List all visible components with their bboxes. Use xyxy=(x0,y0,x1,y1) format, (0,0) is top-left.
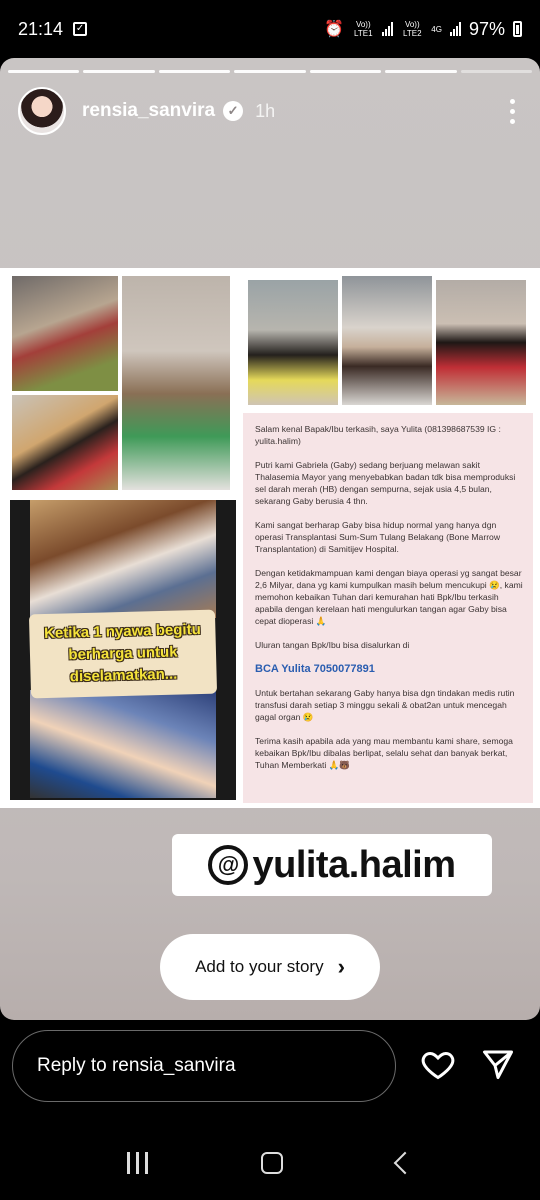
chevron-right-icon: › xyxy=(337,954,345,979)
status-icons xyxy=(324,19,522,40)
letter-paragraph: Dengan ketidakmampuan kami dengan biaya operasi yg sangat besar 2,6 Milyar, dana yg kami kumpulkan masih belum mencukupi 😢, kami memohon kebaikan Tuhan dari kemurahan hati Bpk/Ibu terkasih apabila dengan kerelaan hati mengulurkan tangan agar Gaby bisa cepat dioperasi 🙏 xyxy=(255,568,523,626)
photo-child-hospital-1 xyxy=(12,276,118,391)
progress-segment xyxy=(385,70,456,73)
network-type: 4G xyxy=(431,24,442,34)
photo-child-hospital-5 xyxy=(342,276,432,405)
progress-segment xyxy=(234,70,305,73)
progress-segment xyxy=(159,70,230,73)
back-icon[interactable] xyxy=(394,1152,417,1175)
bank-account: BCA Yulita 7050077891 xyxy=(255,663,375,675)
signal-bars-icon xyxy=(382,22,393,36)
story-post-image xyxy=(0,268,540,808)
verified-badge-icon: ✓ xyxy=(223,101,243,121)
battery-percent: 97% xyxy=(468,18,505,39)
heart-icon[interactable] xyxy=(420,1046,456,1082)
add-to-story-button[interactable] xyxy=(160,934,380,1000)
photo-child-hospital-2 xyxy=(12,395,118,490)
recent-apps-icon[interactable] xyxy=(127,1152,148,1174)
checkbox-notification-icon: ✓ xyxy=(73,22,87,36)
photo-child-hospital-3 xyxy=(122,276,230,490)
home-icon[interactable] xyxy=(261,1152,283,1174)
system-nav-bar xyxy=(0,1138,540,1188)
progress-segment xyxy=(310,70,381,73)
story-header xyxy=(18,86,522,136)
letter-paragraph: Terima kasih apabila ada yang mau membantu kami share, semoga kebaikan Bpk/Ibu dibalas berlipat, selalu sehat dan banyak berkat, Tuhan Memberkati 🙏🐻 xyxy=(255,736,513,770)
status-bar xyxy=(0,0,540,58)
story-card[interactable] xyxy=(0,58,540,1020)
video-thumbnail xyxy=(10,500,236,800)
alarm-icon: ⏰ xyxy=(324,21,345,38)
signal-bars-icon xyxy=(450,22,461,36)
video-caption-text: Ketika 1 nyawa begitu berharga untuk diselamatkan... xyxy=(43,620,201,686)
reply-input[interactable] xyxy=(12,1030,396,1102)
letter-paragraph: Untuk bertahan sekarang Gaby hanya bisa dgn tindakan medis rutin transfusi darah setiap 3 minggu sekali & obat2an untuk mencegah gagal organ 😢 xyxy=(255,688,515,722)
appeal-letter xyxy=(243,413,533,803)
letter-paragraph: Salam kenal Bapak/Ibu terkasih, saya Yulita (081398687539 IG : yulita.halim) xyxy=(255,424,501,446)
add-to-story-label: Add to your story xyxy=(195,957,324,976)
sim1-indicator: Vo)) LTE1 xyxy=(354,20,373,38)
progress-segment xyxy=(83,70,154,73)
video-frame-top xyxy=(30,500,216,618)
progress-segment xyxy=(8,70,79,73)
story-progress xyxy=(8,70,532,73)
letter-paragraph: Kami sangat berharap Gaby bisa hidup normal yang hanya dgn operasi Transplantasi Sum-Sum Tulang Belakang (Bone Marrow Transplantation) di Samitijev Hospital. xyxy=(255,520,501,554)
avatar[interactable] xyxy=(18,87,66,135)
status-time: 21:14 xyxy=(18,18,64,39)
story-time-ago: 1h xyxy=(255,100,276,121)
username[interactable]: rensia_sanvira xyxy=(82,100,216,121)
send-icon[interactable] xyxy=(480,1046,516,1082)
photo-child-praying xyxy=(436,280,526,405)
photo-child-hospital-4 xyxy=(248,280,338,405)
battery-icon xyxy=(513,21,522,37)
video-caption xyxy=(29,610,217,699)
video-frame-bottom xyxy=(30,690,216,798)
letter-paragraph: Putri kami Gabriela (Gaby) sedang berjuang melawan sakit Thalasemia Mayor yang menyebabkan badan tdk bisa memproduksi sel darah merah (HB) dengan sempurna, sejak usia 4,5 bulan, sekarang Gaby berusia 4 thn. xyxy=(255,460,516,506)
threads-icon: @ xyxy=(208,845,248,885)
mention-sticker[interactable] xyxy=(172,834,492,896)
progress-segment-current xyxy=(461,70,532,73)
more-options-icon[interactable] xyxy=(502,99,522,124)
sim2-indicator: Vo)) LTE2 xyxy=(403,20,422,38)
mention-handle: yulita.halim xyxy=(252,843,456,886)
letter-paragraph: Uluran tangan Bpk/Ibu bisa disalurkan di xyxy=(255,640,410,650)
reply-placeholder: Reply to rensia_sanvira xyxy=(37,1055,236,1076)
